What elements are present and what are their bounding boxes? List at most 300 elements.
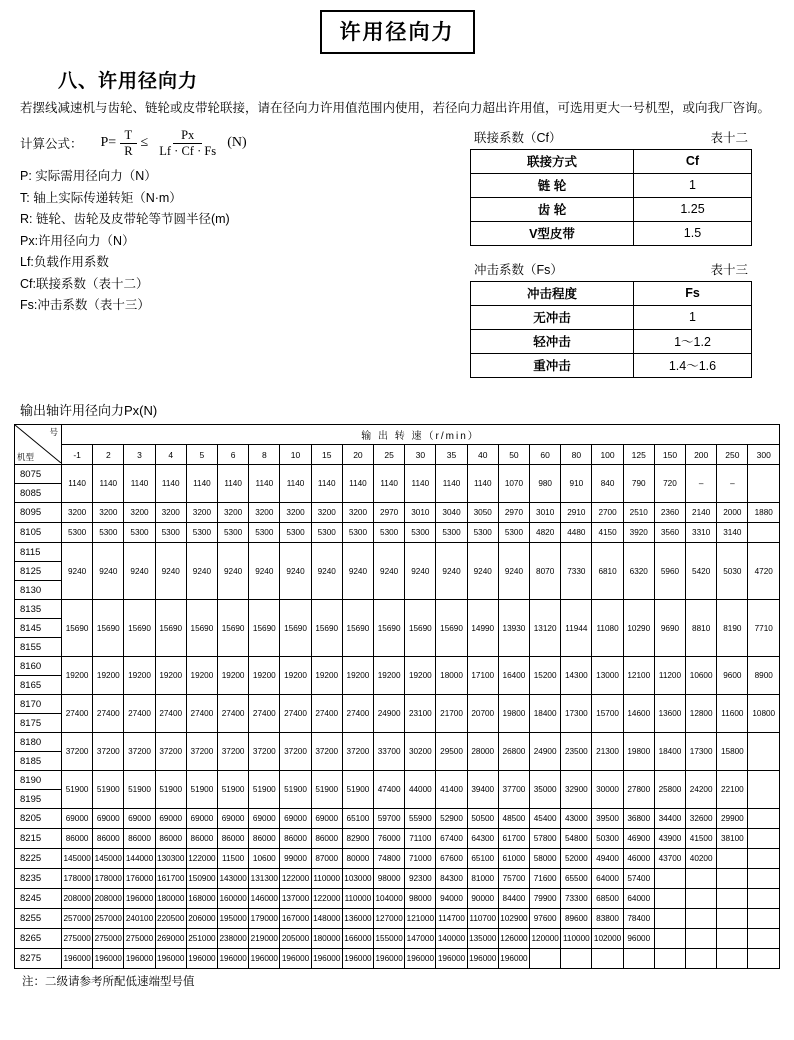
- value-cell: 1880: [748, 503, 780, 523]
- value-cell: 46900: [623, 829, 654, 849]
- value-cell: –: [686, 465, 717, 503]
- model-cell: 8265: [15, 929, 62, 949]
- value-cell: 14990: [467, 600, 498, 657]
- value-cell: 17300: [686, 733, 717, 771]
- value-cell: 19200: [155, 657, 186, 695]
- value-cell: 1140: [374, 465, 405, 503]
- model-cell: 8105: [15, 523, 62, 543]
- value-cell: 51900: [249, 771, 280, 809]
- value-cell: 15690: [280, 600, 311, 657]
- value-cell: [717, 869, 748, 889]
- model-cell: 8155: [15, 638, 62, 657]
- model-cell: 8275: [15, 949, 62, 969]
- value-cell: 9240: [498, 543, 529, 600]
- value-cell: 86000: [124, 829, 155, 849]
- definition-item: R: 链轮、齿轮及皮带轮等节圆半径(m): [20, 212, 230, 227]
- value-cell: 196000: [249, 949, 280, 969]
- value-cell: 37200: [62, 733, 93, 771]
- formula-expression: [101, 128, 247, 158]
- value-cell: 38100: [717, 829, 748, 849]
- column-header: 250: [717, 445, 748, 465]
- value-cell: 208000: [93, 889, 124, 909]
- value-cell: 37200: [311, 733, 342, 771]
- value-cell: 9240: [62, 543, 93, 600]
- value-cell: 6810: [592, 543, 623, 600]
- value-cell: [748, 929, 780, 949]
- value-cell: 23100: [405, 695, 436, 733]
- model-cell: 8135: [15, 600, 62, 619]
- cf-row-value: 1.25: [633, 198, 751, 222]
- fs-header-degree: 冲击程度: [471, 282, 634, 306]
- value-cell: 90000: [467, 889, 498, 909]
- value-cell: 69000: [218, 809, 249, 829]
- value-cell: 9600: [717, 657, 748, 695]
- value-cell: 37200: [280, 733, 311, 771]
- fs-row-label: 轻冲击: [471, 330, 634, 354]
- value-cell: 65500: [561, 869, 592, 889]
- value-cell: 102000: [592, 929, 623, 949]
- value-cell: 103000: [342, 869, 373, 889]
- table-row: [471, 222, 752, 246]
- value-cell: 37200: [124, 733, 155, 771]
- value-cell: 71100: [405, 829, 436, 849]
- table-header-row: [471, 282, 752, 306]
- value-cell: 1140: [124, 465, 155, 503]
- table-row: [15, 909, 780, 929]
- value-cell: 65100: [342, 809, 373, 829]
- value-cell: 48500: [498, 809, 529, 829]
- value-cell: 15800: [717, 733, 748, 771]
- value-cell: 122000: [280, 869, 311, 889]
- value-cell: 196000: [93, 949, 124, 969]
- value-cell: 5300: [311, 523, 342, 543]
- table-row: [15, 523, 780, 543]
- model-cell: 8175: [15, 714, 62, 733]
- value-cell: 86000: [249, 829, 280, 849]
- value-cell: 196000: [186, 949, 217, 969]
- data-table-caption: 输出轴许用径向力Px(N): [20, 403, 158, 419]
- value-cell: 68500: [592, 889, 623, 909]
- value-cell: [748, 809, 780, 829]
- column-header: 25: [374, 445, 405, 465]
- intro-paragraph: 若摆线减速机与齿轮、链轮或皮带轮联接，请在径向力许用值范围内使用，若径向力超出许用值，可选用更大一号机型，或向我厂咨询。: [20, 101, 771, 115]
- value-cell: 5300: [249, 523, 280, 543]
- value-cell: 9240: [218, 543, 249, 600]
- value-cell: 5300: [498, 523, 529, 543]
- value-cell: [654, 909, 685, 929]
- value-cell: 136000: [342, 909, 373, 929]
- value-cell: 5030: [717, 543, 748, 600]
- value-cell: 14300: [561, 657, 592, 695]
- value-cell: 37200: [249, 733, 280, 771]
- value-cell: 110000: [561, 929, 592, 949]
- section-heading: 八、许用径向力: [58, 71, 199, 92]
- value-cell: 20700: [467, 695, 498, 733]
- value-cell: 11080: [592, 600, 623, 657]
- model-cell: 8075: [15, 465, 62, 484]
- value-cell: 51900: [93, 771, 124, 809]
- formula-column: [0, 128, 470, 392]
- value-cell: 23500: [561, 733, 592, 771]
- definition-item: Fs:冲击系数（表十三）: [20, 298, 150, 313]
- formula-and-coefficients: [0, 128, 794, 392]
- table-row: [15, 829, 780, 849]
- fraction-denominator: Lf · Cf · Fs: [159, 143, 217, 158]
- value-cell: 11600: [717, 695, 748, 733]
- value-cell: 121000: [405, 909, 436, 929]
- value-cell: 10800: [748, 695, 780, 733]
- value-cell: 2910: [561, 503, 592, 523]
- value-cell: 180000: [155, 889, 186, 909]
- table-row: [15, 889, 780, 909]
- value-cell: 790: [623, 465, 654, 503]
- value-cell: 24200: [686, 771, 717, 809]
- table-row: [471, 174, 752, 198]
- value-cell: 5300: [62, 523, 93, 543]
- table-row: [15, 771, 780, 790]
- value-cell: 1140: [155, 465, 186, 503]
- value-cell: 168000: [186, 889, 217, 909]
- column-header: 300: [748, 445, 780, 465]
- footnote: 注：二级请参考所配低速端型号值: [22, 976, 195, 989]
- value-cell: 59700: [374, 809, 405, 829]
- value-cell: 196000: [280, 949, 311, 969]
- fs-table: [470, 281, 752, 378]
- value-cell: 52000: [561, 849, 592, 869]
- value-cell: 240100: [124, 909, 155, 929]
- value-cell: 51900: [311, 771, 342, 809]
- value-cell: [748, 829, 780, 849]
- model-cell: 8245: [15, 889, 62, 909]
- value-cell: 11500: [218, 849, 249, 869]
- value-cell: 15690: [155, 600, 186, 657]
- value-cell: 69000: [93, 809, 124, 829]
- value-cell: 19200: [311, 657, 342, 695]
- value-cell: [686, 949, 717, 969]
- value-cell: 1140: [186, 465, 217, 503]
- value-cell: 4150: [592, 523, 623, 543]
- value-cell: 16400: [498, 657, 529, 695]
- value-cell: 275000: [93, 929, 124, 949]
- value-cell: 51900: [155, 771, 186, 809]
- value-cell: 69000: [155, 809, 186, 829]
- table-header-row: [15, 425, 780, 445]
- page-title: 许用径向力: [320, 10, 475, 54]
- fraction-px-over-lfcffs: [151, 128, 224, 158]
- model-cell: 8215: [15, 829, 62, 849]
- value-cell: 2970: [374, 503, 405, 523]
- value-cell: 19200: [62, 657, 93, 695]
- value-cell: 12100: [623, 657, 654, 695]
- value-cell: [561, 949, 592, 969]
- value-cell: 27400: [155, 695, 186, 733]
- model-cell: 8180: [15, 733, 62, 752]
- fraction-denominator: R: [124, 143, 133, 158]
- cf-table: [470, 149, 752, 246]
- column-header: 2: [93, 445, 124, 465]
- value-cell: 9240: [374, 543, 405, 600]
- column-header: 100: [592, 445, 623, 465]
- corner-top-label: 号: [49, 427, 58, 438]
- value-cell: 21700: [436, 695, 467, 733]
- value-cell: 15690: [311, 600, 342, 657]
- value-cell: 15200: [530, 657, 561, 695]
- model-cell: 8145: [15, 619, 62, 638]
- value-cell: 220500: [155, 909, 186, 929]
- value-cell: 39400: [467, 771, 498, 809]
- value-cell: 257000: [62, 909, 93, 929]
- table-row: [471, 198, 752, 222]
- value-cell: 144000: [124, 849, 155, 869]
- value-cell: 9240: [311, 543, 342, 600]
- value-cell: 8070: [530, 543, 561, 600]
- value-cell: 9690: [654, 600, 685, 657]
- data-table-container: [14, 424, 780, 969]
- value-cell: [748, 949, 780, 969]
- value-cell: 34400: [654, 809, 685, 829]
- model-cell: 8160: [15, 657, 62, 676]
- value-cell: 71000: [405, 849, 436, 869]
- model-cell: 8165: [15, 676, 62, 695]
- value-cell: 196000: [405, 949, 436, 969]
- value-cell: 36800: [623, 809, 654, 829]
- value-cell: 29900: [717, 809, 748, 829]
- cf-table-caption: 联接系数（Cf）: [474, 131, 562, 146]
- value-cell: 27400: [311, 695, 342, 733]
- value-cell: 69000: [249, 809, 280, 829]
- value-cell: 15690: [186, 600, 217, 657]
- value-cell: 3200: [62, 503, 93, 523]
- value-cell: 27400: [342, 695, 373, 733]
- value-cell: –: [717, 465, 748, 503]
- value-cell: 86000: [218, 829, 249, 849]
- value-cell: 96000: [623, 929, 654, 949]
- table-row: [15, 503, 780, 523]
- value-cell: 35000: [530, 771, 561, 809]
- value-cell: 5300: [218, 523, 249, 543]
- table-row: [15, 600, 780, 619]
- value-cell: 84400: [498, 889, 529, 909]
- value-cell: 3310: [686, 523, 717, 543]
- formula-label: 计算公式：: [20, 137, 83, 152]
- cf-row-value: 1.5: [633, 222, 751, 246]
- value-cell: 19200: [124, 657, 155, 695]
- value-cell: 148000: [311, 909, 342, 929]
- value-cell: 146000: [249, 889, 280, 909]
- value-cell: 10600: [249, 849, 280, 869]
- value-cell: 5300: [280, 523, 311, 543]
- value-cell: 51900: [186, 771, 217, 809]
- corner-bottom-label: 机型: [17, 452, 35, 463]
- value-cell: 61700: [498, 829, 529, 849]
- value-cell: 3200: [186, 503, 217, 523]
- value-cell: 196000: [498, 949, 529, 969]
- value-cell: 196000: [124, 949, 155, 969]
- value-cell: 110700: [467, 909, 498, 929]
- value-cell: 3200: [124, 503, 155, 523]
- value-cell: 130300: [155, 849, 186, 869]
- value-cell: 64300: [467, 829, 498, 849]
- value-cell: 167000: [280, 909, 311, 929]
- cf-row-label: 齿 轮: [471, 198, 634, 222]
- value-cell: 79900: [530, 889, 561, 909]
- fraction-t-over-r: [119, 128, 137, 158]
- value-cell: 15690: [436, 600, 467, 657]
- value-cell: 37200: [186, 733, 217, 771]
- value-cell: 51900: [218, 771, 249, 809]
- value-cell: [654, 949, 685, 969]
- value-cell: 5960: [654, 543, 685, 600]
- value-cell: 52900: [436, 809, 467, 829]
- cf-row-label: 链 轮: [471, 174, 634, 198]
- value-cell: 71600: [530, 869, 561, 889]
- table-row: [15, 929, 780, 949]
- model-cell: 8125: [15, 562, 62, 581]
- value-cell: 10600: [686, 657, 717, 695]
- definition-item: T: 轴上实际传递转矩（N·m）: [20, 190, 182, 205]
- model-cell: 8095: [15, 503, 62, 523]
- model-cell: 8190: [15, 771, 62, 790]
- value-cell: 64000: [592, 869, 623, 889]
- value-cell: 51900: [62, 771, 93, 809]
- value-cell: 150900: [186, 869, 217, 889]
- value-cell: [686, 909, 717, 929]
- value-cell: 13000: [592, 657, 623, 695]
- value-cell: 28000: [467, 733, 498, 771]
- value-cell: 196000: [467, 949, 498, 969]
- value-cell: 8810: [686, 600, 717, 657]
- value-cell: 147000: [405, 929, 436, 949]
- value-cell: 86000: [186, 829, 217, 849]
- value-cell: 131300: [249, 869, 280, 889]
- value-cell: 1140: [218, 465, 249, 503]
- value-cell: 145000: [93, 849, 124, 869]
- value-cell: 41500: [686, 829, 717, 849]
- value-cell: 12800: [686, 695, 717, 733]
- value-cell: 161700: [155, 869, 186, 889]
- value-cell: [748, 889, 780, 909]
- value-cell: [686, 929, 717, 949]
- value-cell: 135000: [467, 929, 498, 949]
- table-row: [15, 543, 780, 562]
- value-cell: 51900: [342, 771, 373, 809]
- value-cell: 27800: [623, 771, 654, 809]
- value-cell: 127000: [374, 909, 405, 929]
- value-cell: 195000: [218, 909, 249, 929]
- model-cell: 8195: [15, 790, 62, 809]
- value-cell: [748, 465, 780, 503]
- table-header-row: [471, 150, 752, 174]
- value-cell: 81000: [467, 869, 498, 889]
- fs-header-value: Fs: [633, 282, 751, 306]
- title-container: [0, 0, 794, 54]
- value-cell: 179000: [249, 909, 280, 929]
- value-cell: 94000: [436, 889, 467, 909]
- value-cell: 3920: [623, 523, 654, 543]
- value-cell: 155000: [374, 929, 405, 949]
- value-cell: 15700: [592, 695, 623, 733]
- value-cell: 145000: [62, 849, 93, 869]
- value-cell: 49400: [592, 849, 623, 869]
- column-header: -1: [62, 445, 93, 465]
- fraction-numerator: Px: [173, 128, 202, 143]
- value-cell: 11200: [654, 657, 685, 695]
- table-row: [15, 849, 780, 869]
- value-cell: 19200: [374, 657, 405, 695]
- value-cell: 19200: [249, 657, 280, 695]
- value-cell: 720: [654, 465, 685, 503]
- value-cell: 50300: [592, 829, 623, 849]
- value-cell: 196000: [436, 949, 467, 969]
- value-cell: 29500: [436, 733, 467, 771]
- value-cell: 1140: [280, 465, 311, 503]
- column-header: 150: [654, 445, 685, 465]
- value-cell: 122000: [311, 889, 342, 909]
- value-cell: 86000: [311, 829, 342, 849]
- value-cell: 4820: [530, 523, 561, 543]
- value-cell: 17300: [561, 695, 592, 733]
- cf-header-method: 联接方式: [471, 150, 634, 174]
- value-cell: 61000: [498, 849, 529, 869]
- column-header: 60: [530, 445, 561, 465]
- value-cell: [717, 849, 748, 869]
- column-header: 10: [280, 445, 311, 465]
- value-cell: 110000: [342, 889, 373, 909]
- definition-list: [20, 166, 470, 317]
- value-cell: 3200: [93, 503, 124, 523]
- definition-item: Cf:联接系数（表十二）: [20, 276, 149, 291]
- model-cell: 8205: [15, 809, 62, 829]
- value-cell: 166000: [342, 929, 373, 949]
- fs-table-caption-row: [470, 260, 752, 278]
- value-cell: 196000: [155, 949, 186, 969]
- value-cell: 19200: [280, 657, 311, 695]
- value-cell: 9240: [124, 543, 155, 600]
- model-cell: 8225: [15, 849, 62, 869]
- value-cell: 99000: [280, 849, 311, 869]
- table-header-row: [15, 445, 780, 465]
- value-cell: 13120: [530, 600, 561, 657]
- value-cell: 5300: [186, 523, 217, 543]
- table-row: [471, 354, 752, 378]
- value-cell: 3050: [467, 503, 498, 523]
- value-cell: 9240: [342, 543, 373, 600]
- value-cell: 69000: [62, 809, 93, 829]
- value-cell: 5300: [467, 523, 498, 543]
- column-header: 3: [124, 445, 155, 465]
- value-cell: 86000: [280, 829, 311, 849]
- value-cell: 13600: [654, 695, 685, 733]
- value-cell: 84300: [436, 869, 467, 889]
- value-cell: [654, 889, 685, 909]
- value-cell: 9240: [436, 543, 467, 600]
- value-cell: 1140: [467, 465, 498, 503]
- value-cell: 1140: [93, 465, 124, 503]
- value-cell: 97600: [530, 909, 561, 929]
- definition-item: Lf:负载作用系数: [20, 255, 109, 270]
- value-cell: 27400: [93, 695, 124, 733]
- value-cell: 19800: [498, 695, 529, 733]
- fs-row-label: 无冲击: [471, 306, 634, 330]
- value-cell: 140000: [436, 929, 467, 949]
- value-cell: 10290: [623, 600, 654, 657]
- value-cell: 15690: [342, 600, 373, 657]
- value-cell: [717, 929, 748, 949]
- value-cell: 1140: [62, 465, 93, 503]
- speed-header: 输 出 转 速（r/min）: [62, 425, 780, 445]
- value-cell: 67400: [436, 829, 467, 849]
- value-cell: 208000: [62, 889, 93, 909]
